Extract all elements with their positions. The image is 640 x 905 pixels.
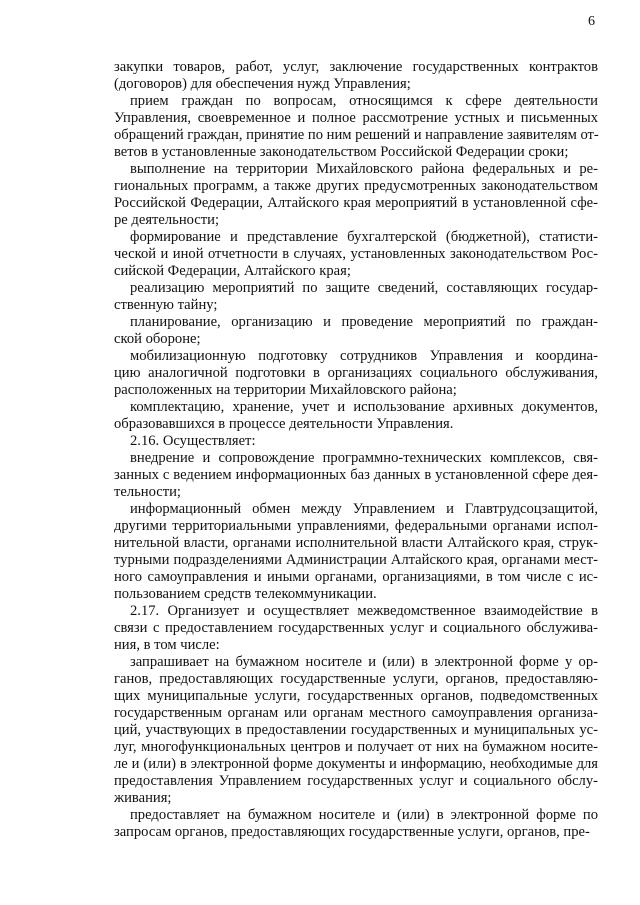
text-line: мобилизационную подготовку сотрудников Управления и координа- — [130, 348, 598, 364]
text-line: реализацию мероприятий по защите сведений, составляющих государ- — [130, 280, 598, 296]
text-line: предоставляет на бумажном носителе и (или) в электронной форме по — [130, 807, 598, 823]
text-line: ле и (или) в электронной форме документы и информацию, необходимые для — [114, 756, 598, 772]
document-body — [114, 59, 598, 841]
paragraph — [114, 93, 598, 161]
text-line: выполнение на территории Михайловского района федеральных и ре- — [130, 161, 598, 177]
text-line: закупки товаров, работ, услуг, заключение государственных контрактов — [114, 59, 598, 75]
text-line: щих муниципальные услуги, государственных органов, подведомственных — [114, 688, 598, 704]
text-line: образовавшихся в процессе деятельности Управления. — [114, 416, 454, 432]
text-line: 2.16. Осуществляет: — [130, 433, 256, 449]
paragraph — [114, 603, 598, 654]
text-line: запрашивает на бумажном носителе и (или) в электронной форме у ор- — [130, 654, 598, 670]
text-line: обращений граждан, принятие по ним решений и направление заявителям от- — [114, 127, 599, 143]
text-line: Российской Федерации, Алтайского края мероприятий в установленной сфе- — [114, 195, 598, 211]
text-line: турными подразделениями Администрации Алтайского края, органами мест- — [114, 552, 598, 568]
text-line: формирование и представление бухгалтерской (бюджетной), статисти- — [130, 229, 598, 245]
paragraph — [114, 433, 598, 450]
text-line: (договоров) для обеспечения нужд Управления; — [114, 76, 411, 92]
paragraph — [114, 314, 598, 348]
text-line: связи с предоставлением государственных услуг и социального обслужива- — [114, 620, 598, 636]
paragraph — [114, 450, 598, 501]
text-line: планирование, организацию и проведение мероприятий по граждан- — [130, 314, 598, 330]
page-number: 6 — [588, 14, 595, 29]
paragraph — [114, 229, 598, 280]
text-line: Управления, своевременное и полное рассмотрение устных и письменных — [114, 110, 598, 126]
text-line: внедрение и сопровождение программно-технических комплексов, свя- — [130, 450, 598, 466]
text-line: другими территориальными управлениями, федеральными органами испол- — [114, 518, 598, 534]
text-line: государственным органам или органам местного самоуправления организа- — [114, 705, 598, 721]
text-line: нительной власти, органами исполнительной власти Алтайского края, струк- — [114, 535, 598, 551]
text-line: информационный обмен между Управлением и Главтрудсоцзащитой, — [130, 501, 598, 517]
text-line: луг, многофункциональных центров и получает от них на бумажном носите- — [114, 739, 598, 755]
text-line: предоставления Управлением государственных услуг и социального обслу- — [114, 773, 598, 789]
text-line: ния, в том числе: — [114, 637, 220, 653]
text-line: занных с ведением информационных баз данных в установленной сфере дея- — [114, 467, 598, 483]
text-line: ре деятельности; — [114, 212, 220, 228]
paragraph — [114, 399, 598, 433]
text-line: запросам органов, предоставляющих государственные услуги, органов, пре- — [114, 824, 590, 840]
text-line: ганов, предоставляющих государственные услуги, органов, предоставляю- — [114, 671, 598, 687]
text-line: расположенных на территории Михайловского района; — [114, 382, 457, 398]
text-line: ской обороне; — [114, 331, 201, 347]
text-line: ственную тайну; — [114, 297, 218, 313]
text-line: тельности; — [114, 484, 181, 500]
text-line: 2.17. Организует и осуществляет межведомственное взаимодействие в — [130, 603, 598, 619]
text-line: гиональных программ, а также других предусмотренных законодательством — [114, 178, 598, 194]
text-line: комплектацию, хранение, учет и использование архивных документов, — [130, 399, 598, 415]
text-line: цию аналогичной подготовки в организациях социального обслуживания, — [114, 365, 598, 381]
paragraph — [114, 348, 598, 399]
paragraph — [114, 161, 598, 229]
text-line: ного самоуправления и иными органами, организациями, в том числе с ис- — [114, 569, 598, 585]
text-line: сийской Федерации, Алтайского края; — [114, 263, 351, 279]
text-line: пользованием средств телекоммуникации. — [114, 586, 377, 602]
paragraph — [114, 807, 598, 841]
paragraph — [114, 280, 598, 314]
text-line: ветов в установленные законодательством Российской Федерации сроки; — [114, 144, 569, 160]
paragraph — [114, 501, 598, 603]
text-line: прием граждан по вопросам, относящимся к сфере деятельности — [130, 93, 598, 109]
text-line: ций, участвующих в предоставлении государственных и муниципальных ус- — [114, 722, 598, 738]
paragraph — [114, 654, 598, 807]
text-line: ческой и иной отчетности в случаях, установленных законодательством Рос- — [114, 246, 598, 262]
paragraph — [114, 59, 598, 93]
text-line: живания; — [114, 790, 172, 806]
